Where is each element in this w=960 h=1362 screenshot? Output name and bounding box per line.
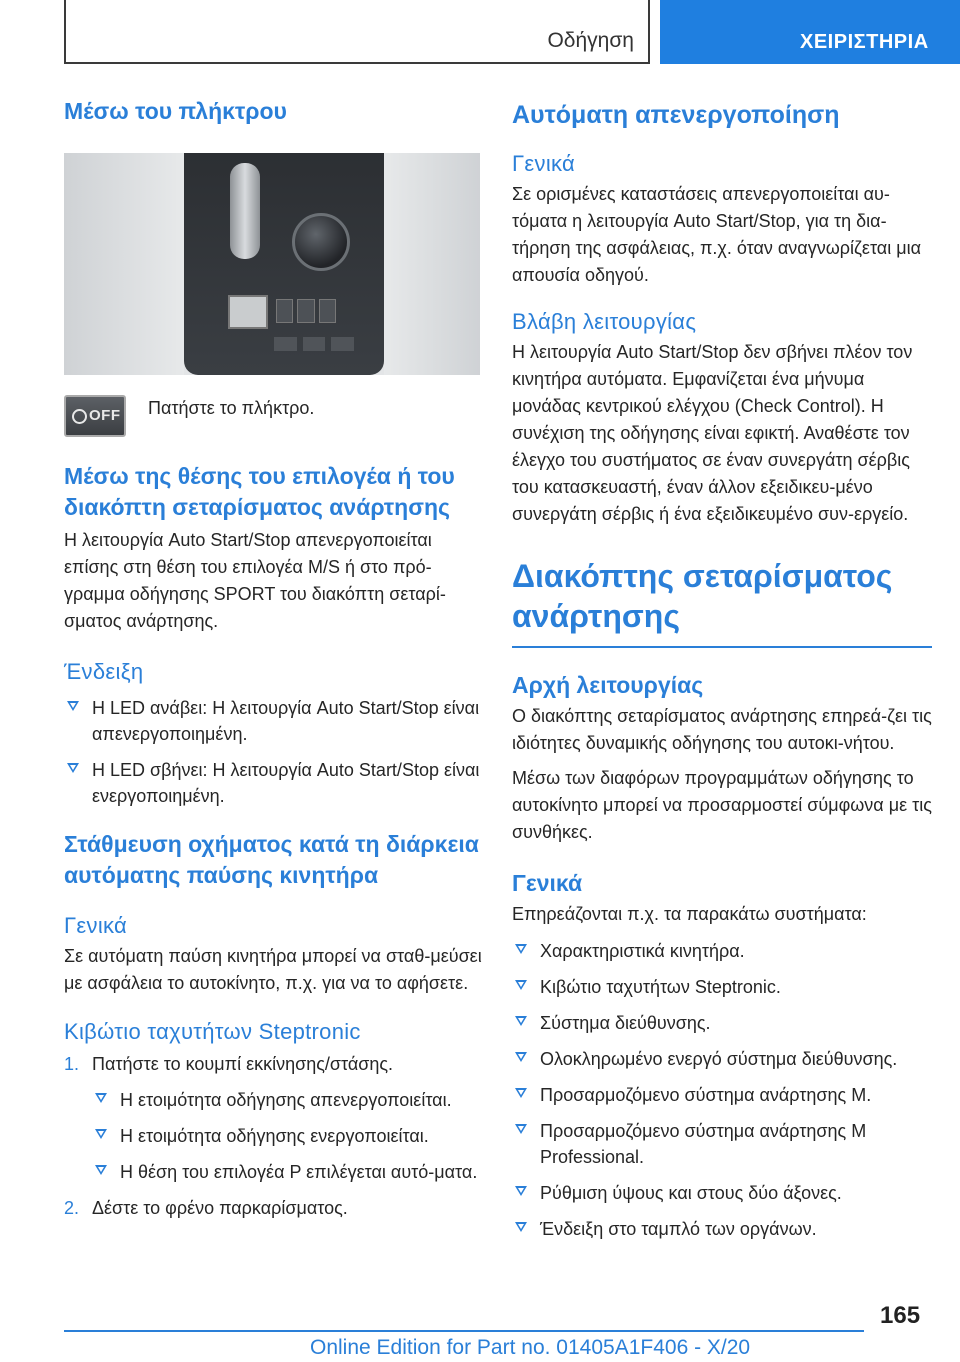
heading-general-right: Γενικά: [512, 151, 576, 176]
controller-knob-image: [292, 213, 350, 271]
list-item: Η ετοιμότητα οδήγησης απενεργοποιείται.: [92, 1087, 484, 1113]
left-column: [64, 96, 484, 1231]
indication-list: [64, 695, 484, 809]
list-item: Η LED σβήνει: Η λειτουργία Auto Start/Stop είναι ενεργοποιημένη.: [64, 757, 484, 809]
gear-selector-image: [230, 163, 260, 259]
footer-rule: [64, 1330, 864, 1332]
list-item: Χαρακτηριστικά κινητήρα.: [512, 938, 932, 964]
auto-start-stop-off-icon: [64, 395, 126, 437]
list-item: Κιβώτιο ταχυτήτων Steptronic.: [512, 974, 932, 1000]
page-number: 165: [880, 1302, 921, 1329]
list-item: Προσαρμοζόμενο σύστημα ανάρτησης M.: [512, 1082, 932, 1108]
heading-general-2: Γενικά: [512, 870, 583, 896]
right-column: [512, 100, 932, 1252]
heading-steptronic: Κιβώτιο ταχυτήτων Steptronic: [64, 1019, 361, 1044]
bullet-triangle-icon: [515, 1052, 527, 1062]
header-section: ΧΕΙΡΙΣΤΗΡΙΑ: [800, 31, 929, 53]
list-item: Η θέση του επιλογέα P επιλέγεται αυτό-ματα.: [92, 1159, 484, 1185]
systems-list: [512, 938, 932, 1242]
keycap-label: OFF: [89, 407, 121, 424]
heading-via-selector: Μέσω της θέσης του επιλογέα ή του διακόπτη σεταρίσματος ανάρτησης: [64, 463, 455, 520]
heading-fault: Βλάβη λειτουργίας: [512, 309, 697, 334]
heading-principle: Αρχή λειτουργίας: [512, 672, 704, 698]
bullet-triangle-icon: [67, 763, 79, 773]
bullet-triangle-icon: [515, 980, 527, 990]
fault-paragraph: Η λειτουργία Auto Start/Stop δεν σβήνει πλέον τον κινητήρα αυτόματα. Εμφανίζεται ένα μήνυμα μονάδας κεντρικού ελέγχου (Check Control). Η συνέχιση της οδήγησης είναι εφικτή. Αναθέστε τον έλεγχο του συστήματος σε έναν συνεργάτη σέρβις του κατασκευαστή, έναν άλλον εξειδικευ-μένο συνεργάτη σέρβις ή ένα εξειδικευμένο συν-εργείο.: [512, 342, 913, 524]
principle-paragraph-1: Ο διακόπτης σεταρίσματος ανάρτησης επηρεά-ζει τις ιδιότητες δυναμικής οδήγησης του αυτοκι-νήτου.: [512, 706, 932, 753]
list-item: Σύστημα διεύθυνσης.: [512, 1010, 932, 1036]
bullet-triangle-icon: [95, 1129, 107, 1139]
bullet-triangle-icon: [515, 1186, 527, 1196]
bullet-triangle-icon: [515, 944, 527, 954]
bullet-triangle-icon: [515, 1088, 527, 1098]
list-item: Η ετοιμότητα οδήγησης ενεργοποιείται.: [92, 1123, 484, 1149]
list-item: Η LED ανάβει: Η λειτουργία Auto Start/Stop είναι απενεργοποιημένη.: [64, 695, 484, 747]
heading-suspension-switch: Διακόπτης σεταρίσματος ανάρτησης: [512, 558, 893, 634]
bullet-triangle-icon: [95, 1165, 107, 1175]
center-console-photo: [64, 153, 480, 375]
step-item: 1. Πατήστε το κουμπί εκκίνησης/στάσης. Η ετοιμότητα οδήγησης απενεργοποιείται. Η ετοιμότητα οδήγησης ενεργοποιείται. Η θέση του επιλογέα P επιλέγεται αυτό-ματα.: [64, 1051, 484, 1185]
heading-indication: Ένδειξη: [64, 659, 144, 684]
heading-parking: Στάθμευση οχήματος κατά τη διάρκεια αυτόματης παύσης κινητήρα: [64, 831, 479, 888]
bullet-triangle-icon: [515, 1222, 527, 1232]
header-chapter-box: [64, 0, 650, 64]
list-item: Ρύθμιση ύψους και στους δύο άξονες.: [512, 1180, 932, 1206]
header-section-box: [660, 0, 960, 64]
general-paragraph-right: Σε ορισμένες καταστάσεις απενεργοποιείται αυ-τόματα η λειτουργία Auto Start/Stop, για τη δια-τήρηση της ασφάλειας, π.χ. όταν αναγνωρίζεται μια απουσία οδηγού.: [512, 184, 921, 285]
bullet-triangle-icon: [515, 1124, 527, 1134]
heading-via-button: Μέσω του πλήκτρου: [64, 98, 287, 124]
heading-general-left: Γενικά: [64, 913, 128, 938]
selector-paragraph: Η λειτουργία Auto Start/Stop απενεργοποιείται επίσης στη θέση του επιλογέα M/S ή στο πρό-γραμμα οδήγησης SPORT του διακόπτη σεταρί-σματος ανάρτησης.: [64, 530, 446, 631]
bullet-triangle-icon: [67, 701, 79, 711]
list-item: Προσαρμοζόμενο σύστημα ανάρτησης M Professional.: [512, 1118, 932, 1170]
list-item: Ένδειξη στο ταμπλό των οργάνων.: [512, 1216, 932, 1242]
section-rule: [512, 646, 932, 648]
principle-paragraph-2: Μέσω των διαφόρων προγραμμάτων οδήγησης το αυτοκίνητο μπορεί να προσαρμοστεί σύμφωνα με τις συνθήκες.: [512, 768, 932, 842]
bullet-triangle-icon: [515, 1016, 527, 1026]
step-item: 2. Δέστε το φρένο παρκαρίσματος.: [64, 1198, 348, 1218]
bullet-triangle-icon: [95, 1093, 107, 1103]
list-item: Ολοκληρωμένο ενεργό σύστημα διεύθυνσης.: [512, 1046, 932, 1072]
footer-edition: Online Edition for Part no. 01405A1F406 - X/20: [310, 1336, 751, 1359]
general-paragraph-2: Επηρεάζονται π.χ. τα παρακάτω συστήματα:: [512, 904, 867, 924]
steps-list: [64, 1051, 484, 1221]
step-sub-list: [92, 1087, 484, 1185]
header-chapter: Οδήγηση: [547, 29, 634, 52]
press-button-text: Πατήστε το πλήκτρο.: [148, 398, 315, 418]
heading-auto-off: Αυτόματη απενεργοποίηση: [512, 101, 840, 129]
general-paragraph-left: Σε αυτόματη παύση κινητήρα μπορεί να σταθ-μεύσει με ασφάλεια το αυτοκίνητο, π.χ. για να το αφήσετε.: [64, 946, 482, 993]
